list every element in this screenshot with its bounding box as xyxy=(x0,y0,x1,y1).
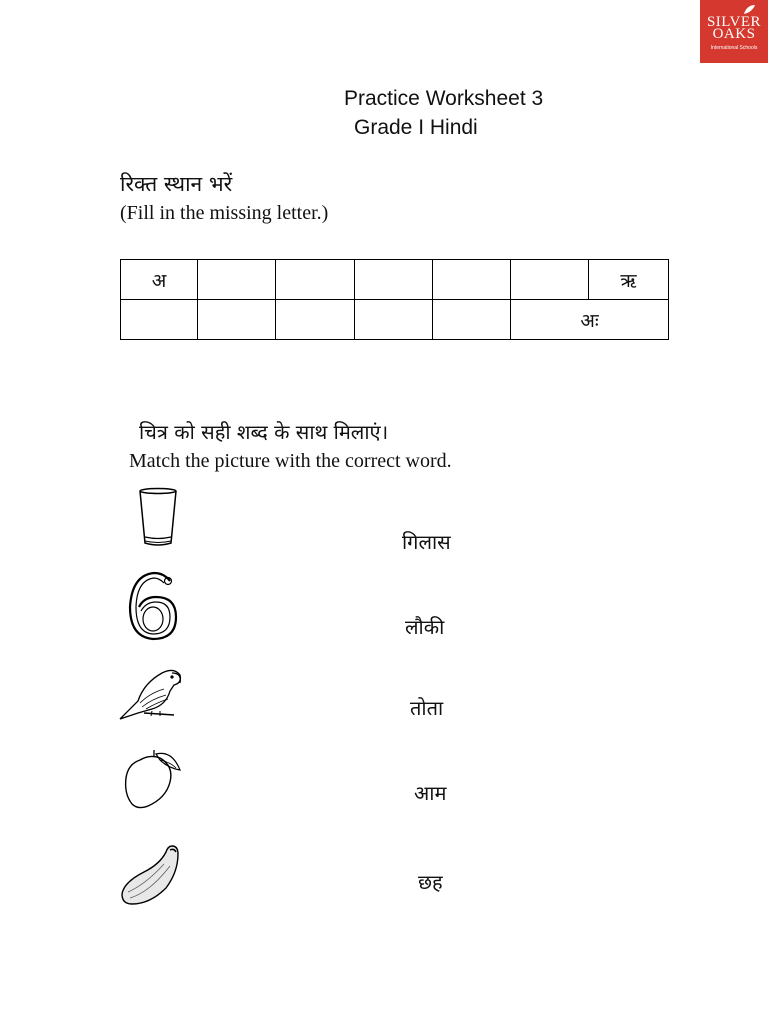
blank-cell[interactable] xyxy=(276,300,355,340)
blank-cell[interactable] xyxy=(121,300,198,340)
blank-cell[interactable] xyxy=(355,300,433,340)
logo-line1: SILVER xyxy=(706,14,762,30)
blank-cell[interactable] xyxy=(433,260,511,300)
blank-cell[interactable] xyxy=(433,300,511,340)
blank-cell[interactable] xyxy=(276,260,355,300)
worksheet-title: Practice Worksheet 3 xyxy=(344,87,544,110)
word-six[interactable]: छह xyxy=(418,870,443,894)
word-parrot[interactable]: तोता xyxy=(410,696,444,720)
logo-subtitle: International Schools xyxy=(710,45,758,51)
fill-blank-heading-hindi: रिक्त स्थान भरें xyxy=(120,172,233,196)
grade-subtitle: Grade I Hindi xyxy=(354,116,478,139)
mango-icon[interactable] xyxy=(120,748,184,812)
letter-cell: अः xyxy=(511,300,669,340)
letter-cell: ऋ xyxy=(589,260,669,300)
word-mango[interactable]: आम xyxy=(414,781,447,805)
blank-cell[interactable] xyxy=(511,260,589,300)
parrot-icon[interactable] xyxy=(116,663,184,723)
blank-cell[interactable] xyxy=(355,260,433,300)
bottle-gourd-icon[interactable] xyxy=(120,842,186,906)
word-glass[interactable]: गिलास xyxy=(402,530,451,554)
blank-cell[interactable] xyxy=(198,300,276,340)
blank-cell[interactable] xyxy=(198,260,276,300)
number-six-icon[interactable] xyxy=(124,569,182,643)
glass-icon[interactable] xyxy=(138,487,180,549)
letter-row-2 xyxy=(121,300,669,340)
match-heading-hindi: चित्र को सही शब्द के साथ मिलाएं। xyxy=(139,420,389,444)
match-heading-english: Match the picture with the correct word. xyxy=(129,450,452,472)
fill-blank-heading-english: (Fill in the missing letter.) xyxy=(120,202,329,224)
school-logo xyxy=(700,0,768,63)
letter-grid xyxy=(120,259,669,340)
letter-cell: अ xyxy=(121,260,198,300)
word-gourd[interactable]: लौकी xyxy=(405,615,445,639)
logo-line2: OAKS xyxy=(712,26,756,42)
letter-row-1 xyxy=(121,260,669,300)
